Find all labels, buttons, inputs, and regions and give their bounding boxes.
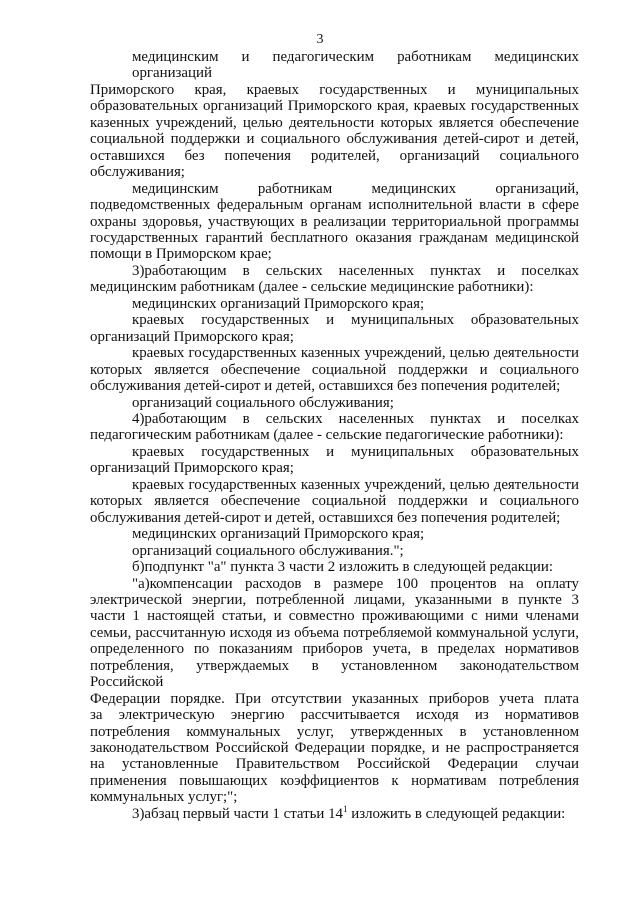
text-line (90, 263, 579, 279)
text-line-content: краевых государственных казенных учреждений, целью деятельности (132, 345, 579, 362)
text-line (90, 543, 579, 559)
text-line (90, 724, 579, 740)
text-line-content: обслуживания детей-сирот и детей, оставшихся без попечения родителей; (90, 509, 561, 526)
text-line-content: краевых государственных и муниципальных образовательных (132, 443, 579, 460)
text-line (90, 148, 579, 164)
text-line (90, 279, 579, 295)
text-line-content: организаций социального обслуживания."; (132, 542, 404, 559)
superscript: 1 (343, 803, 348, 814)
text-line (90, 395, 579, 411)
text-line-content: медицинским и педагогическим работникам медицинских организаций (132, 49, 579, 82)
text-line-content: семьи, рассчитанную исходя из объема потребляемой коммунальной услуги, (90, 624, 579, 641)
text-line (90, 493, 579, 509)
text-line-content: организаций социального обслуживания; (132, 394, 394, 411)
text-line (90, 608, 579, 624)
text-line (90, 49, 579, 82)
text-line (90, 803, 579, 822)
text-line (90, 559, 579, 575)
text-line-content: которых является обеспечение социальной поддержки и социального (90, 361, 579, 378)
text-line (90, 197, 579, 213)
text-line-content: охраны здоровья, участвующих в реализации территориальной программы (90, 213, 579, 230)
text-line-content: педагогическим работникам (далее - сельские педагогические работники): (90, 427, 564, 444)
text-line (90, 296, 579, 312)
document-body (90, 49, 579, 822)
text-line-content: части 1 настоящей статьи, и совместно проживающими с ними членами (90, 608, 579, 625)
text-line (90, 362, 579, 378)
text-line (90, 214, 579, 230)
text-line-content: краевых государственных и муниципальных образовательных (132, 312, 579, 329)
text-line-content: 4)работающим в сельских населенных пунктах и поселках (132, 410, 579, 427)
text-line-content: медицинским работникам (далее - сельские медицинские работники): (90, 279, 534, 296)
text-line (90, 707, 579, 723)
text-line (90, 510, 579, 526)
text-line (90, 641, 579, 657)
text-line (90, 131, 579, 147)
text-line-content: медицинским работникам медицинских организаций, (132, 180, 579, 197)
text-line-tail: изложить в следующей редакции: (347, 805, 566, 822)
text-line-content: казенных учреждений, целью деятельности которых является обеспечение (90, 114, 579, 131)
text-line-content: на установленные Правительством Российской Федерации случаи (90, 756, 579, 773)
text-line (90, 164, 579, 180)
text-line (90, 345, 579, 361)
text-line-content: законодательством Российской Федерации порядке, и не распространяется (90, 740, 579, 757)
text-line-content: Приморского края, краевых государственных и муниципальных (90, 81, 579, 98)
text-line-content: которых является обеспечение социальной поддержки и социального (90, 493, 579, 510)
text-line (90, 181, 579, 197)
text-line-content: за электрическую энергию рассчитывается исходя из нормативов (90, 707, 579, 724)
text-line-content: потребления, утверждаемых в установленном законодательством Российской (90, 657, 579, 691)
text-line (90, 312, 579, 328)
text-line-content: 3)абзац первый части 1 статьи 14 (132, 805, 343, 822)
text-line-content: 3)работающим в сельских населенных пунктах и поселках (132, 262, 579, 279)
text-line (90, 460, 579, 476)
text-line-content: коммунальных услуг;"; (90, 789, 238, 806)
text-line (90, 592, 579, 608)
text-line-content: б)подпункт "а" пункта 3 части 2 изложить в следующей редакции: (132, 559, 553, 576)
text-line (90, 246, 579, 262)
text-line-content: применения повышающих коэффициентов к нормативам потребления (90, 772, 579, 789)
text-line-content: образовательных организаций Приморского края, краевых государственных (90, 98, 579, 115)
text-line (90, 576, 579, 592)
text-line-content: подведомственных федеральным органам исполнительной власти в сфере (90, 197, 579, 214)
text-line (90, 526, 579, 542)
text-line-content: государственных гарантий бесплатного оказания гражданам медицинской (90, 229, 579, 246)
text-line-content: помощи в Приморском крае; (90, 246, 272, 263)
text-line (90, 230, 579, 246)
text-line-content: обслуживания; (90, 164, 185, 181)
text-line (90, 98, 579, 114)
text-line-content: краевых государственных казенных учреждений, целью деятельности (132, 476, 579, 493)
text-line (90, 444, 579, 460)
text-line (90, 658, 579, 691)
text-line (90, 329, 579, 345)
text-line-content: социальной поддержки и социального обслуживания детей-сирот и детей, (90, 131, 579, 148)
text-line (90, 82, 579, 98)
text-line (90, 625, 579, 641)
text-line (90, 477, 579, 493)
text-line-content: "а)компенсации расходов в размере 100 процентов на оплату (132, 575, 579, 592)
text-line-content: организаций Приморского края; (90, 328, 294, 345)
text-line (90, 691, 579, 707)
text-line (90, 411, 579, 427)
page-number: 3 (316, 32, 324, 47)
text-line (90, 773, 579, 789)
text-line-content: медицинских организаций Приморского края; (132, 526, 425, 543)
text-line-content: обслуживания детей-сирот и детей, оставшихся без попечения родителей; (90, 378, 561, 395)
text-line-content: определенного по показаниям приборов учета, в пределах нормативов (90, 641, 579, 658)
text-line (90, 789, 579, 805)
text-line-content: медицинских организаций Приморского края; (132, 295, 425, 312)
text-line-content: Федерации порядке. При отсутствии указанных приборов учета плата (90, 690, 579, 707)
text-line (90, 427, 579, 443)
text-line-content: электрической энергии, потребленной лицами, указанными в пункте 3 (90, 591, 579, 608)
text-line (90, 115, 579, 131)
text-line-content: потребления коммунальных услуг, утвержденных в установленном (90, 723, 579, 740)
text-line (90, 378, 579, 394)
text-line (90, 740, 579, 756)
text-line (90, 756, 579, 772)
text-line-content: организаций Приморского края; (90, 460, 294, 477)
text-line-content: оставшихся без попечения родителей, организаций социального (90, 147, 579, 164)
